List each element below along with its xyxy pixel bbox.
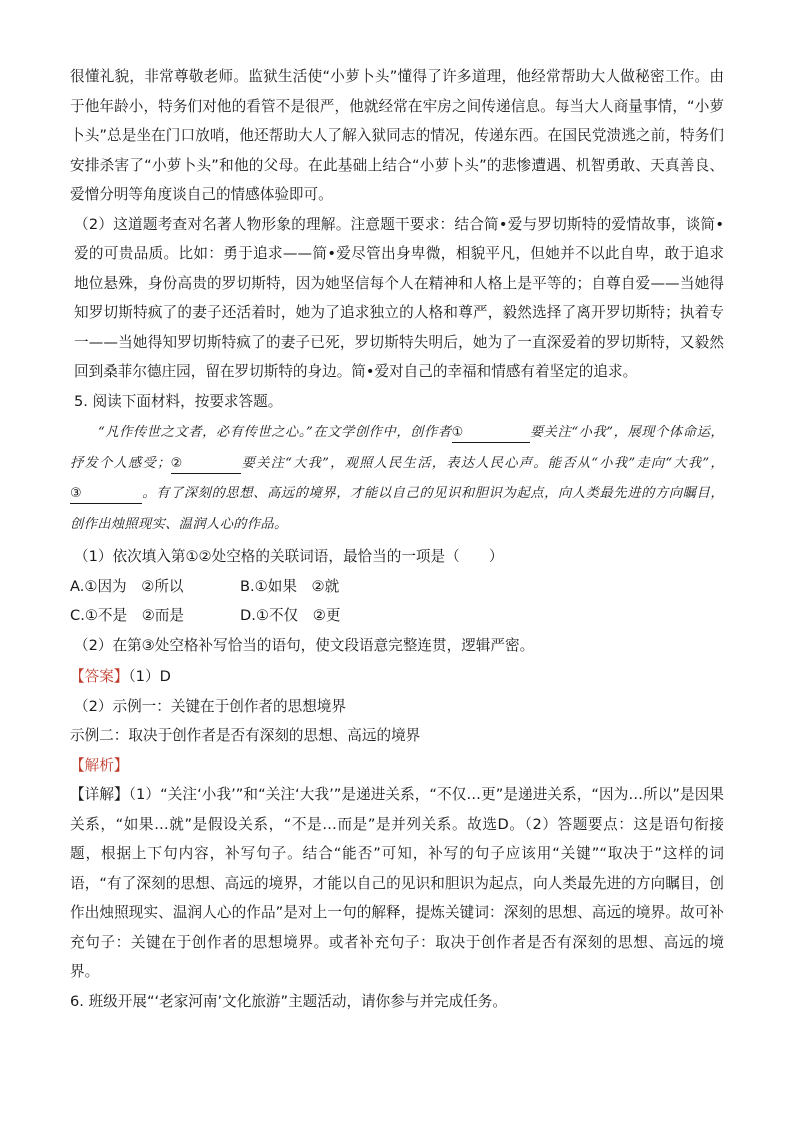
blank-1: ① xyxy=(452,424,530,443)
page-content xyxy=(70,62,724,1016)
question-5-1: （1）依次填入第①②处空格的关联词语，最恰当的一项是（ ） xyxy=(74,548,504,565)
answer-line-1 xyxy=(70,662,724,692)
jane-eyre-analysis: （2）这道题考查对名著人物形象的理解。注意题干要求：结合简•爱与罗切斯特的爱情故事，谈简•爱的可贵品质。比如：勇于追求——简•爱尽管出身卑微，相貌平凡，但她并不以此自卑，敢于追求地位悬殊，身份高贵的罗切斯特，因为她坚信每个人在精神和人格上是平等的；自尊自爱——当她得知罗切斯特疯了的妻子还活着时，她为了追求独立的人格和尊严，毅然选择了离开罗切斯特；执着专一——当她得知罗切斯特疯了的妻子已死，罗切斯特失明后，她为了一直深爱着的罗切斯特，又毅然回到桑菲尔德庄园，留在罗切斯特的身边。简•爱对自己的幸福和情感有着坚定的追求。 xyxy=(74,215,724,380)
options-row-2 xyxy=(70,601,724,631)
question-5-title: 5. 阅读下面材料，按要求答题。 xyxy=(74,392,283,410)
quote-text-2: 要关注“小我”，展现个体命运，抒发个人感受； xyxy=(70,425,724,471)
detail-text: （1）“关注‘小我’”和“关注‘大我’”是递进关系，“不仅…更”是递进关系，“因为…所以”是因果关系，“如果…就”是假设关系，“不是…而是”是并列关系。故选D。（2）答题要点：这是语句衔接题，根据上下句内容，补写句子。结合“能否”可知，补写的句子应该用“关键”“取决于”这样的词语，“有了深刻的思想、高远的境界，才能以自己的见识和胆识为起点，向人类最先进的方向瞩目，创作出烛照现实、温润人心的作品”是对上一句的解释，提炼关键词：深刻的思想、高远的境界。故可补充句子：关键在于创作者的思想境界。或者补充句子：取决于创作者是否有深刻的思想、高远的境界。 xyxy=(70,786,724,980)
blank-3: ③ xyxy=(70,485,142,504)
quote-text-3: 要关注“大我”，观照人民生活，表达人民心声。能否从“小我”走向“大我”， xyxy=(240,455,724,471)
answer-line-2: （2）示例一：关键在于创作者的思想境界 xyxy=(74,697,346,715)
intro-paragraph: 很懂礼貌，非常尊敬老师。监狱生活使“小萝卜头”懂得了许多道理，他经常帮助大人做秘密工作。由于他年龄小，特务们对他的看管不是很严，他就经常在牢房之间传递信息。每当大人商量事情，“小萝卜头”总是坐在门口放哨，他还帮助大人了解入狱同志的情况，传递东西。在国民党溃逃之前，特务们安排杀害了“小萝卜头”和他的父母。在此基础上结合“小萝卜头”的悲惨遭遇、机智勇敢、天真善良、爱憎分明等角度谈自己的情感体验即可。 xyxy=(70,68,724,203)
reading-material xyxy=(70,418,724,540)
answer-line-3: 示例二：取决于创作者是否有深刻的思想、高远的境界 xyxy=(70,727,421,744)
options-row-1 xyxy=(70,572,724,602)
option-d: D.①不仅 ②更 xyxy=(240,607,341,624)
option-b: B.①如果 ②就 xyxy=(240,577,340,595)
detail-tag: 【详解】 xyxy=(70,786,129,803)
analysis-tag: 【解析】 xyxy=(70,756,129,774)
option-a: A.①因为 ②所以 xyxy=(70,577,184,595)
option-c: C.①不是 ②而是 xyxy=(70,607,184,624)
question-5-2: （2）在第③处空格补写恰当的语句，使文段语意完整连贯，逻辑严密。 xyxy=(74,636,535,654)
detail-paragraph xyxy=(70,780,724,987)
quote-text-1: “凡作传世之文者，必有传世之心。”在文学创作中，创作者 xyxy=(98,425,452,440)
answer-tag: 【答案】 xyxy=(70,668,129,685)
quote-text-4: 。有了深刻的思想、高远的境界，才能以自己的见识和胆识为起点，向人类最先进的方向瞩目，创作出烛照现实、温润人心的作品。 xyxy=(70,486,724,532)
answer-1: （1）D xyxy=(128,668,171,685)
blank-2: ② xyxy=(171,455,241,474)
question-6-title: 6. 班级开展“‘老家河南’文化旅游”主题活动，请你参与并完成任务。 xyxy=(70,992,507,1010)
